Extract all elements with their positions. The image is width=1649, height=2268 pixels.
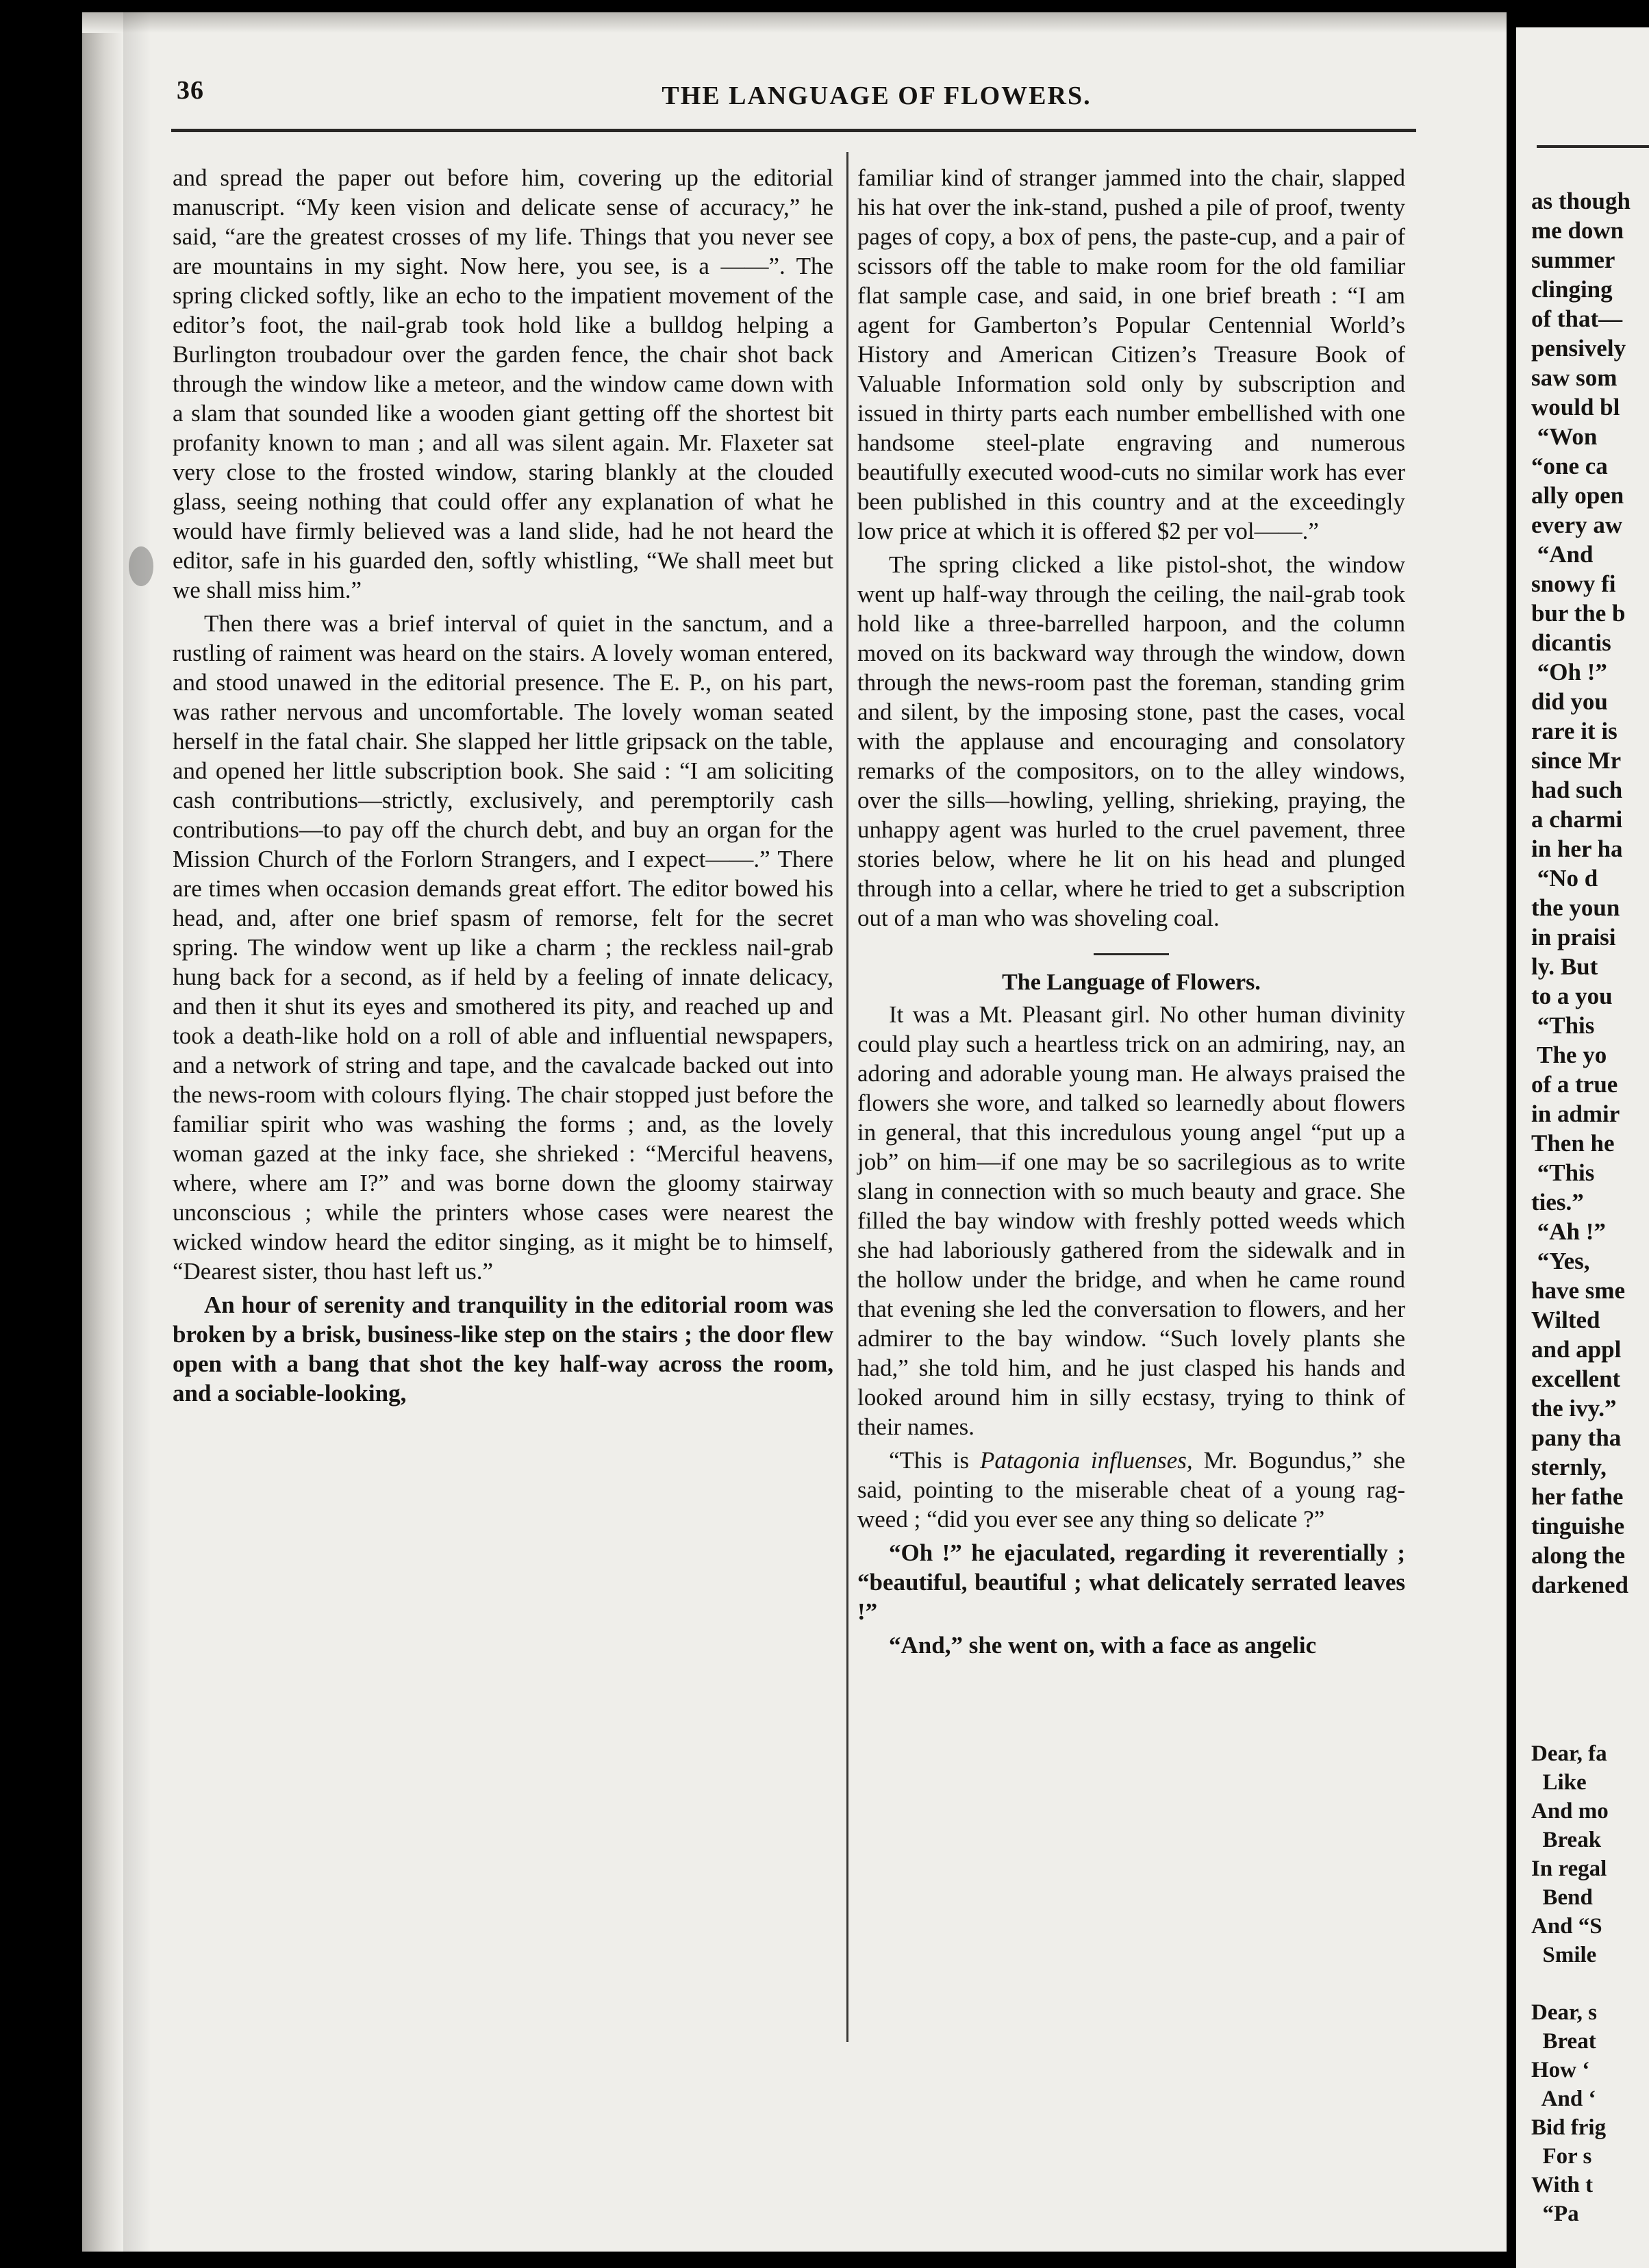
paragraph: and spread the paper out before him, covering up the editorial manuscript. “My keen vision and delicate sense of accuracy,” he said, “are the greatest crosses of my life. Things that you never see are mountains in my sight. Now here, you see, is a ——”. The spring clicked softly, like an echo to the impatient movement of the editor’s foot, the nail-grab took hold like a bulldog helping a Burlington troubadour over the garden fence, the chair shot back through the window like a meteor, and the window came down with a slam that sounded like a wooden giant getting off the shortest bit profanity known to man ; and all was silent again. Mr. Flaxeter sat very close to the frosted window, staring blankly at the clouded glass, seeing nothing that could offer any explanation of what he would have firmly believed was a land slide, had he not heard the editor, safe in his guarded den, softly whistling, “We shall meet but we shall miss him.”	[173, 164, 833, 603]
paragraph: Then there was a brief interval of quiet in the sanctum, and a rustling of raiment was heard on the stairs. A lovely woman entered, and stood unawed in the editorial presence. The E. P., on his part, was rather nervous and uncomfortable. The lovely woman seated herself in the fatal chair. She slapped her little gripsack on the table, and opened her little subscription book. She said : “I am soliciting cash contributions—strictly, exclusively, and peremptorily cash contributions—to pay off the church debt, and buy an organ for the Mission Church of the Forlorn Strangers, and I expect——.” There are times when occasion demands great effort. The editor bowed his head, and, after one brief spasm of remorse, felt for the secret spring. The window went up like a charm ; the reckless nail-grab hung back for a second, as if held by a feeling of innate delicacy, and then it shut its eyes and smothered its pity, and reached up and took a death-like hold on a roll of able and influential newspapers, and a network of string and tape, and the cavalcade backed out into the news-room with colours flying. The chair stopped just before the familiar spirit who was washing the forms ; and, as the lovely woman gazed at the inky face, she shrieked : “Merciful heavens, where, where am I?” and was borne down the gloomy stairway unconscious ; while the printers whose cases were nearest the wicked window heard the editor singing, as it might be to himself, “Dearest sister, thou hast left us.”	[173, 610, 833, 1285]
section-divider	[1094, 953, 1169, 955]
left-column	[173, 163, 833, 1412]
italic-term: Patagonia influenses,	[980, 1447, 1193, 1474]
column-divider	[846, 152, 848, 2042]
section-title: The Language of Flowers.	[1002, 970, 1261, 995]
paragraph: “And,” she went on, with a face as angelic	[889, 1632, 1317, 1659]
page-top-edge	[82, 12, 1507, 33]
header-rule	[171, 129, 1416, 132]
adjacent-page-verse: Dear, fa Like And mo Break In regal Bend And “S Smile Dear, s Breat How ‘ And ‘ Bid frig For s With t “Pa	[1531, 1741, 1609, 2226]
ink-blot	[129, 546, 153, 586]
text-run: “This is	[889, 1447, 981, 1474]
paragraph	[857, 1446, 1405, 1534]
adjacent-header-rule	[1537, 145, 1649, 148]
paragraph: “Oh !” he ejaculated, regarding it reverentially ; “beautiful, beautiful ; what delicately serrated leaves !”	[857, 1539, 1405, 1625]
paragraph: The spring clicked a like pistol-shot, the window went up half-way through the ceiling, the nail-grab took hold like a three-barrelled harpoon, and the column moved on its backward way through the window, down through the news-room past the foreman, standing grim and silent, by the imposing stone, past the cases, vocal with the applause and encouraging and consolatory remarks of the compositors, on to the alley windows, over the sills—howling, yelling, shrieking, praying, the unhappy agent was hurled to the cruel pavement, three stories below, where he lit on his head and plunged through into a cellar, where he tried to get a subscription out of a man who was shoveling coal.	[857, 551, 1405, 931]
text-run: Mr. Bogundus,” she said, pointing to the miserable cheat of a young rag-weed ; “did you ever see any thing so delicate ?”	[857, 1447, 1406, 1533]
right-column	[857, 163, 1405, 1664]
gutter-shadow	[123, 12, 151, 2252]
page-number: 36	[177, 76, 204, 105]
adjacent-page-text: as though me down summer clinging of that— pensively saw som would bl “Won “one ca ally open every aw “And snowy fi bur the b dicantis “Oh !” did you rare it is since Mr had such a charmi in her ha “No d the youn in praisi ly. But to a you “This The yo of a true in admir Then he “This ties.” “Ah !” “Yes, have sme Wilted and appl excellent the ivy.” pany tha sternly, her fathe tinguishe along the darkened	[1531, 188, 1631, 1598]
paragraph: An hour of serenity and tranquility in the editorial room was broken by a brisk, business-like step on the stairs ; the door flew open with a bang that shot the key half-way across the room, and a sociable-looking,	[173, 1292, 833, 1407]
paragraph: familiar kind of stranger jammed into the chair, slapped his hat over the ink-stand, pushed a pile of proof, twenty pages of copy, a box of pens, the paste-cup, and a pair of scissors off the table to make room for the old familiar flat sample case, and said, in one brief breath : “I am agent for Gamberton’s Popular Centennial World’s History and American Citizen’s Treasure Book of Valuable Information sold only by subscription and issued in thirty parts each number embellished with one handsome steel-plate engraving and numerous beautifully executed wood-cuts no similar work has ever been published in this country and at the exceedingly low price at which it is offered $2 per vol——.”	[857, 164, 1405, 544]
page-edge	[82, 12, 123, 2252]
running-title: THE LANGUAGE OF FLOWERS.	[662, 81, 1092, 110]
adjacent-page	[1516, 27, 1649, 2268]
paragraph: It was a Mt. Pleasant girl. No other human divinity could play such a heartless trick on an admiring, nay, an adoring and adorable young man. He always praised the flowers she wore, and talked so learnedly about flowers in general, that this incredulous young angel “put up a job” on him—if one may be so sacrilegious as to write slang in connection with so much beauty and grace. She filled the bay window with freshly potted weeds which she had laboriously gathered from the sidewalk and in the hollow under the bridge, and when he came round that evening she led the conversation to flowers, and her admirer to the bay window. “Such lovely plants she had,” she told him, and he just clasped his hands and looked around him in silly ecstasy, trying to think of their names.	[857, 1001, 1405, 1440]
